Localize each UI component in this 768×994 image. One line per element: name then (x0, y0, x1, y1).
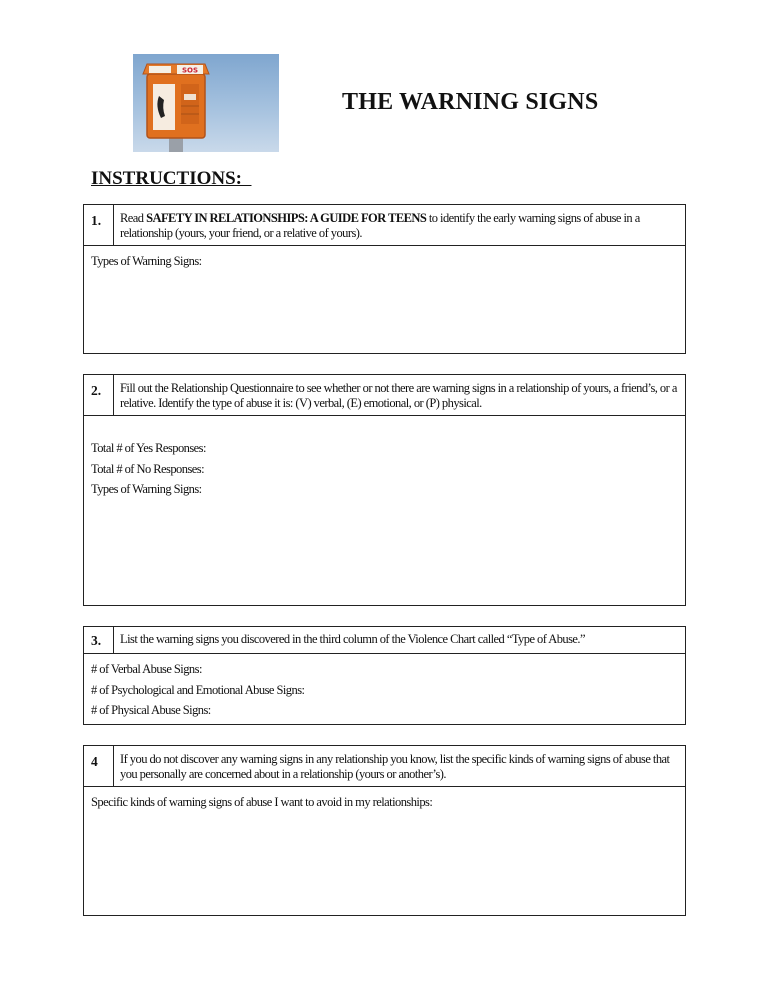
step-1-header (84, 205, 685, 246)
specific-kinds-label: Specific kinds of warning signs of abuse I want to avoid in my relationships: (91, 795, 433, 809)
page-title: THE WARNING SIGNS (342, 89, 599, 115)
emotional-abuse-signs-label: # of Psychological and Emotional Abuse Signs: (91, 682, 305, 697)
step-3-number: 3. (84, 627, 114, 653)
total-no-responses-label: Total # of No Responses: (91, 461, 204, 476)
total-yes-responses-label: Total # of Yes Responses: (91, 441, 206, 455)
step-4-instruction: If you do not discover any warning signs in any relationship you know, list the specific kinds of warning signs of abuse that you personally are concerned about in a relationship (yours or another’s). (120, 752, 670, 781)
step-4-answer-area[interactable] (84, 787, 685, 813)
step-1-text-after: to identify the early warning signs of abuse in a relationship (yours, your friend, or a relative of yours). (120, 211, 640, 240)
step-2-box (83, 374, 686, 606)
verbal-abuse-signs-label: # of Verbal Abuse Signs: (91, 662, 202, 676)
step-1-instruction (114, 205, 685, 245)
instructions-heading: INSTRUCTIONS: (91, 168, 252, 189)
sign-text: SOS (181, 66, 199, 75)
step-1-number: 1. (84, 205, 114, 245)
emergency-phone-photo (133, 54, 279, 152)
step-1-box (83, 204, 686, 354)
step-3-instruction: List the warning signs you discovered in the third column of the Violence Chart called “Type of Abuse.” (120, 632, 585, 646)
physical-abuse-signs-label: # of Physical Abuse Signs: (91, 703, 211, 717)
types-of-warning-signs-label: Types of Warning Signs: (91, 254, 202, 268)
step-3-box (83, 626, 686, 725)
step-3-answer-area[interactable] (84, 654, 685, 721)
step-4-header (84, 746, 685, 787)
step-4-box (83, 745, 686, 916)
step-1-text-before: Read (120, 211, 147, 225)
step-1-answer-area[interactable] (84, 246, 685, 272)
step-2-answer-area[interactable] (84, 416, 685, 500)
step-2-number: 2. (84, 375, 114, 415)
step-2-header (84, 375, 685, 416)
types-of-warning-signs-label: Types of Warning Signs: (91, 482, 202, 496)
emergency-call-box-icon (133, 54, 279, 152)
guide-title: SAFETY IN RELATIONSHIPS: A GUIDE FOR TEENS (146, 211, 427, 225)
step-4-number: 4 (84, 746, 114, 786)
step-2-instruction: Fill out the Relationship Questionnaire to see whether or not there are warning signs in a relationship of yours, a friend’s, or a relative. Identify the type of abuse it is: (V) verbal, (E) emotional, or (P) physical. (120, 381, 677, 410)
step-3-header (84, 627, 685, 654)
